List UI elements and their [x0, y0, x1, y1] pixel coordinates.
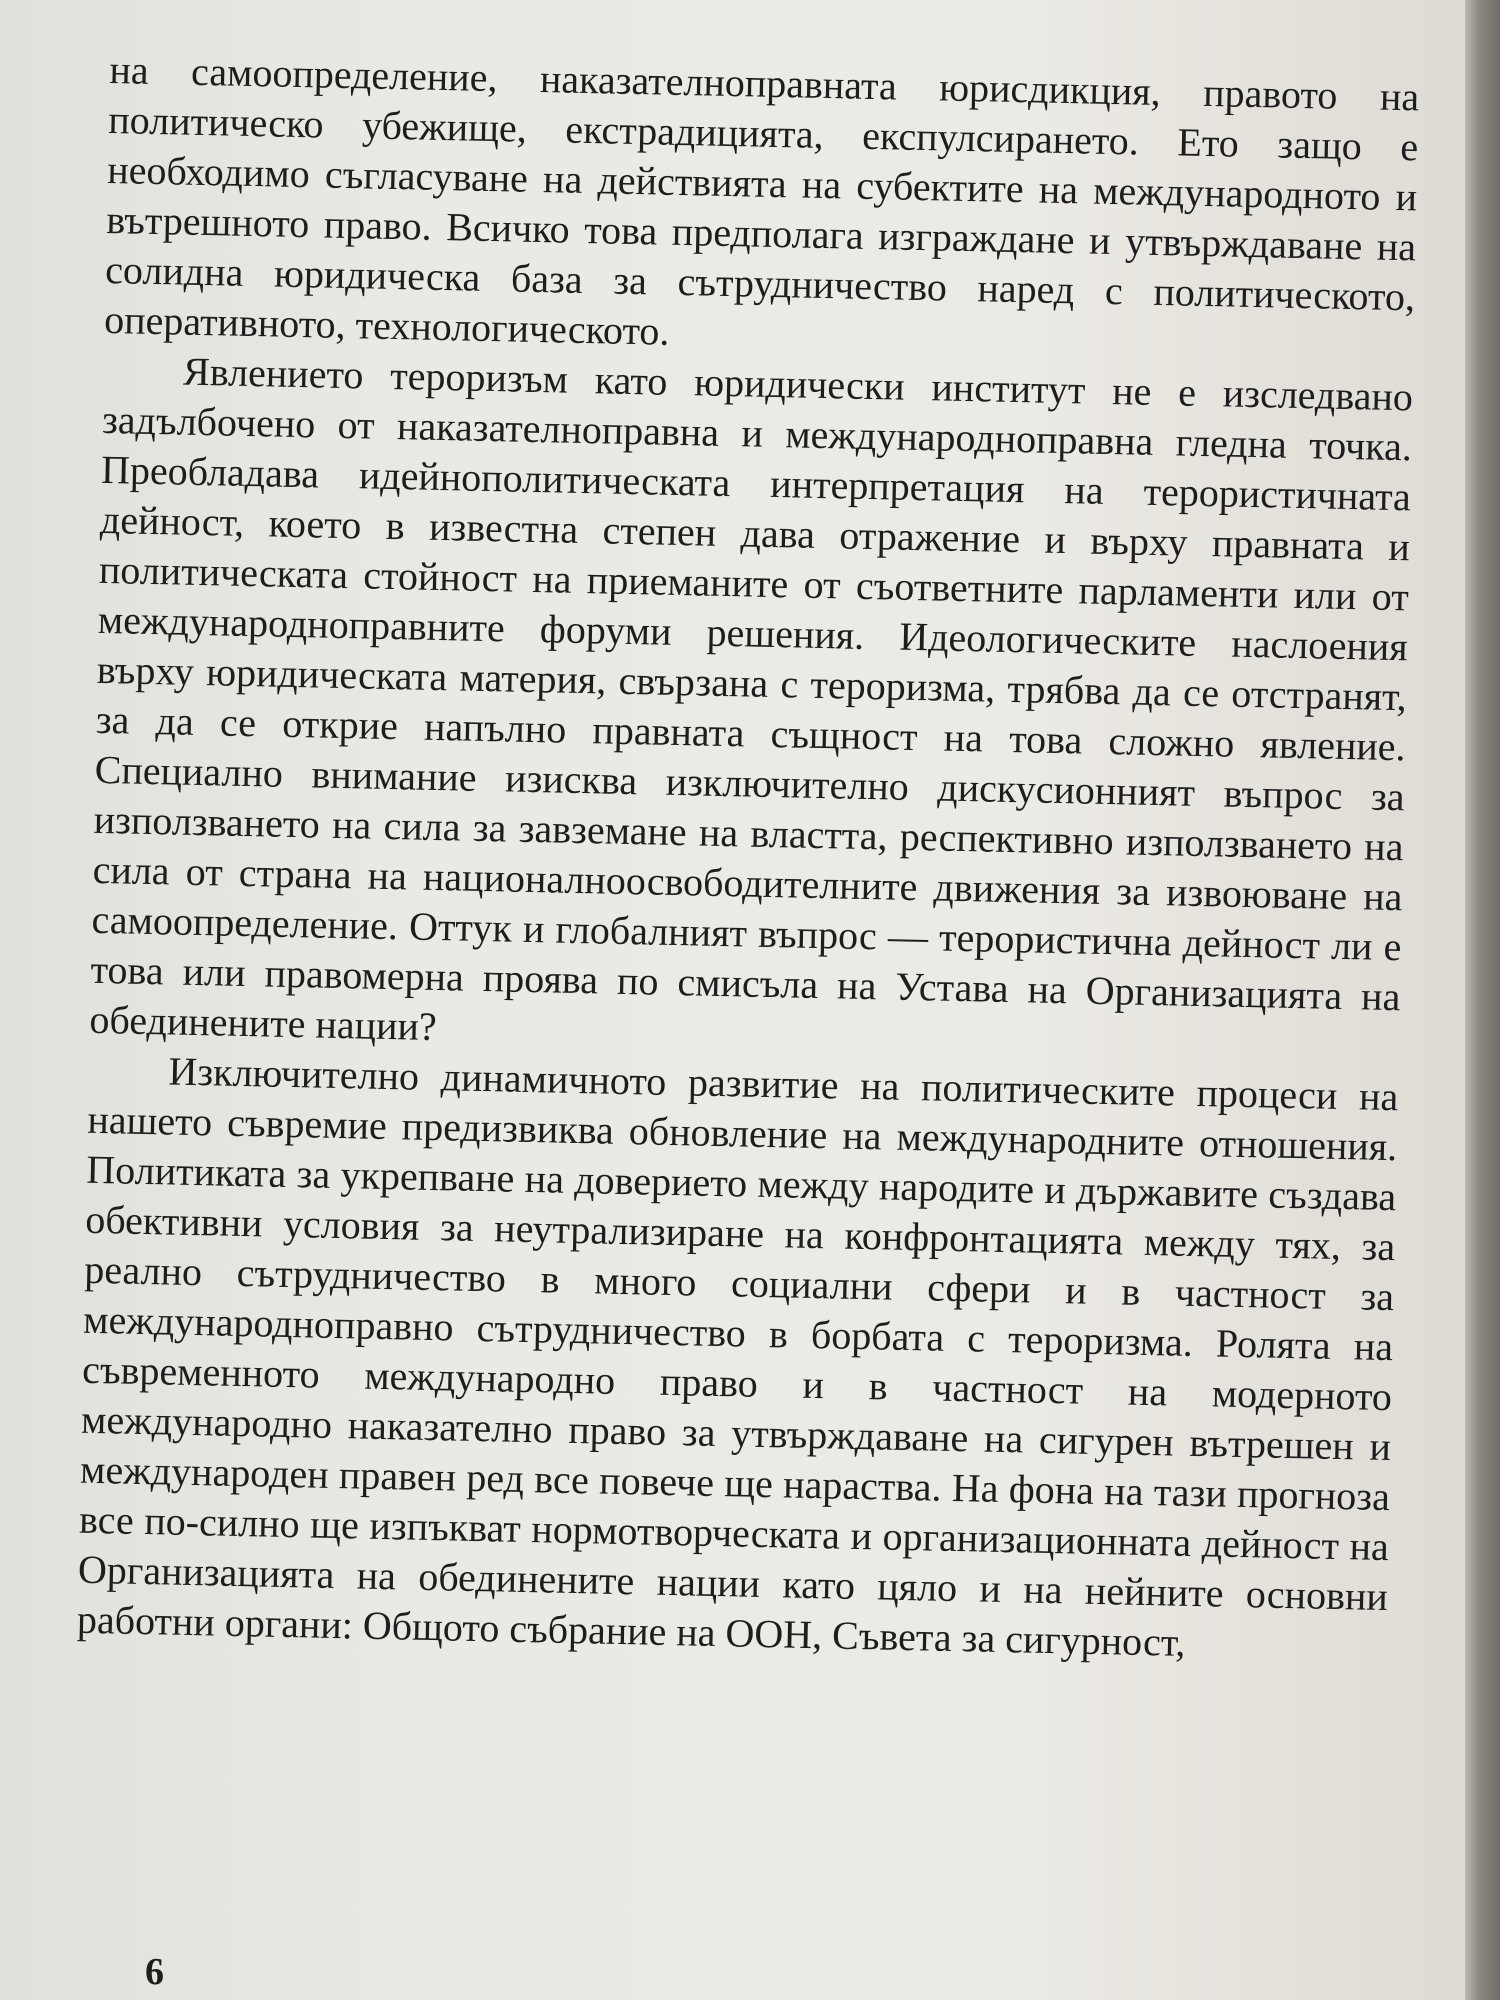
page-edge-shadow	[1465, 0, 1500, 2000]
paragraph-3: Изключително динамичното развитие на политическите процеси на нашето съвремие предизвиква обновление на международните отношения. Политиката за укрепване на доверието между народите и държавите създава обективни условия за неутрализиране на конфронтацията между тях, за реално сътрудничество в много социални сфери и в частност за международноправно сътрудничество в борбата с тероризма. Ролята на съвременното международно право и в частност на модерното международно наказателно право за утвърждаване на сигурен вътрешен и международен правен ред все повече ще нараства. На фона на тази прогноза все по-силно ще изпъкват нормотворческата и организационната дейност на Организацията на обединените нации като цяло и на нейните основни работни органи: Общото събрание на ООН, Съвета за сигурност,	[76, 1048, 1399, 1665]
paragraph-1: на самоопределение, наказателноправната юрисдикция, правото на политическо убежище, екстрадицията, експулсирането. Ето защо е необходимо съгласуване на действията на субектите на международното и вътрешното право. Всичко това предполага изграждане и утвърждаване на солидна юридическа база за сътрудничество наред с политическото, оперативното, технологическото.	[103, 46, 1420, 354]
page-number: 6	[145, 1951, 164, 1993]
paragraph-2: Явлението тероризъм като юридически институт не е изследвано задълбочено от наказателноправна и международноправна гледна точка. Преобладава идейнополитическата интерпретация на терористичната дейност, което в известна степен дава отражение и върху правната и политическата стойност на приеманите от съответните парламенти или от международноправните форуми решения. Идеологическите наслоения върху юридическата материя, свързана с тероризма, трябва да се отстранят, за да се открие напълно правната същност на това сложно явление. Специално внимание изисква изключително дискусионният въпрос за използването на сила за завземане на властта, респективно използването на сила от страна на националноосвободителните движения за извоюване на самоопределение. Оттук и глобалният въпрос — терористична дейност ли е това или правомерна проява по смисъла на Устава на Организацията на обединените нации?	[89, 348, 1414, 1050]
body-text	[76, 45, 1419, 1672]
